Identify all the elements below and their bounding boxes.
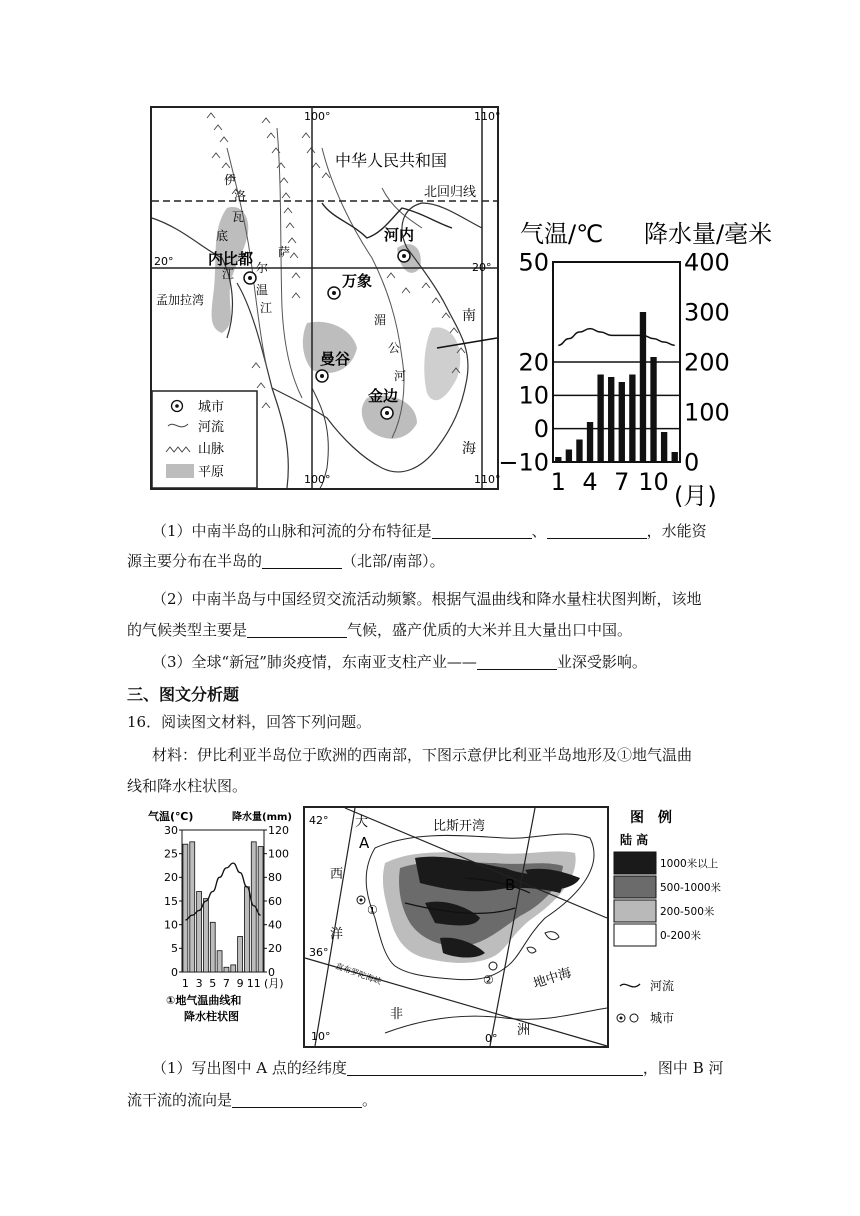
temp-tick-label: −10	[498, 448, 549, 477]
temp-tick-label: 0	[533, 415, 549, 444]
precip-tick-label: 100	[684, 398, 730, 427]
question-1-line-1: （1）中南半岛的山脉和河流的分布特征是 、 ，水能资	[152, 522, 707, 540]
precip-tick-label: 300	[684, 298, 730, 327]
precip-bar	[566, 450, 572, 463]
month-tick-label: 7	[222, 977, 230, 990]
precip-bar	[587, 422, 593, 462]
precip-bar	[224, 967, 229, 972]
precip-tick-label: 0	[684, 448, 700, 477]
precip-bar	[629, 375, 635, 463]
temp-tick-label: 20	[164, 871, 178, 885]
iberia-legend	[606, 806, 726, 1044]
label-fei: 非	[390, 1007, 404, 1022]
legend-city-label: 城市	[198, 400, 225, 415]
river-label: 尔	[256, 261, 269, 275]
lon-0: 0°	[485, 1032, 498, 1045]
label-mediterranean: 地中海	[531, 965, 574, 992]
temp-tick-label: 15	[164, 894, 178, 908]
river-label: 萨	[278, 245, 291, 259]
chart2-precip-axis-label: 降水量(mm)	[232, 812, 292, 823]
month-unit-label: (月)	[264, 977, 284, 990]
point-2: ②	[483, 973, 494, 987]
precip-bar	[217, 951, 222, 972]
city-bangkok: 曼谷	[320, 350, 351, 368]
lon-label-110-bottom: 110°	[474, 473, 501, 486]
section-title: 三、图文分析题	[127, 685, 240, 704]
river-label: 洛	[234, 189, 247, 203]
precip-bar	[640, 312, 646, 462]
question-16-1-line-1: （1）写出图中 A 点的经纬度 ，图中 B 河	[152, 1059, 724, 1077]
temp-tick-label: 50	[518, 248, 549, 277]
temp-tick-label: 25	[164, 847, 178, 861]
precip-bar	[244, 887, 249, 972]
legend-city: 城市	[650, 1011, 675, 1025]
legend-item-label: 200-500米	[660, 906, 715, 918]
label-yang: 洋	[330, 927, 344, 942]
answer-blank[interactable]	[247, 621, 347, 638]
lat-42: 42°	[309, 814, 329, 827]
question-1-line-2: 源主要分布在半岛的 （北部/南部）。	[127, 552, 445, 570]
material-line-1: 材料：伊比利亚半岛位于欧洲的西南部，下图示意伊比利亚半岛地形及①地气温曲	[152, 746, 693, 764]
precip-bar	[661, 432, 667, 462]
precip-tick-label: 20	[268, 942, 282, 956]
lon-label-110-top: 110°	[474, 110, 501, 123]
answer-blank[interactable]	[262, 552, 342, 569]
question-2-line-1: （2）中南半岛与中国经贸交流活动频繁。根据气温曲线和降水量柱状图判断，该地	[152, 590, 702, 608]
lat-label-20-right: 20°	[472, 261, 492, 274]
lat-36: 36°	[309, 946, 329, 959]
river-label: 江	[222, 267, 235, 281]
chart2-caption-line-2: 降水柱状图	[184, 1010, 239, 1023]
answer-blank[interactable]	[547, 522, 647, 539]
temp-tick-label: 10	[518, 381, 549, 410]
precip-tick-label: 80	[268, 871, 282, 885]
precip-tick-label: 40	[268, 918, 282, 932]
month-tick-label: 11	[246, 977, 261, 990]
temp-tick-label: 5	[171, 942, 178, 956]
iberia-map	[303, 806, 609, 1048]
indochina-map	[150, 106, 499, 490]
precip-bar	[210, 922, 215, 972]
label-gibraltar: 直布罗陀海峡	[334, 961, 383, 987]
climate-chart-2	[146, 808, 296, 1028]
legend-title: 图 例	[630, 810, 672, 826]
map1-legend	[152, 391, 257, 488]
month-tick-label: 5	[209, 977, 217, 990]
river-label: 湄	[374, 313, 387, 327]
label-xi: 西	[330, 867, 344, 882]
legend-swatch	[614, 852, 656, 874]
precip-bar	[197, 892, 202, 972]
precip-bar	[183, 844, 188, 972]
chart1-precip-axis-label: 降水量/毫米	[644, 220, 773, 248]
answer-blank[interactable]	[432, 522, 532, 539]
month-unit-label: (月)	[674, 482, 717, 510]
precip-tick-label: 100	[268, 847, 289, 861]
legend-river-label: 河流	[198, 420, 225, 435]
precip-bar	[231, 965, 236, 972]
lon-label-100-bottom: 100°	[304, 473, 331, 486]
temp-tick-label: 20	[518, 348, 549, 377]
river-label: 公	[388, 341, 401, 355]
temperature-curve	[558, 329, 674, 346]
city-phnompenh: 金边	[368, 387, 399, 405]
lon-10: 10°	[311, 1030, 331, 1043]
temp-tick-label: 30	[164, 823, 178, 837]
precip-bar	[238, 937, 243, 973]
answer-blank[interactable]	[477, 653, 557, 670]
legend-plain-label: 平原	[198, 465, 225, 480]
country-label: 中华人民共和国	[335, 151, 448, 170]
question-16: 16．阅读图文材料，回答下列问题。	[127, 713, 372, 731]
precip-bar	[258, 847, 263, 972]
question-2-line-2: 的气候类型主要是 气候，盛产优质的大米并且大量出口中国。	[127, 621, 633, 639]
river-label: 温	[256, 283, 269, 297]
place-label-nan: 南	[462, 308, 476, 324]
precip-bar	[555, 457, 561, 462]
legend-subtitle: 陆 高	[620, 833, 649, 847]
precip-bar	[190, 842, 195, 972]
month-tick-label: 1	[550, 468, 566, 496]
chart2-temp-axis-label: 气温(℃)	[148, 810, 194, 823]
legend-item-label: 1000米以上	[660, 858, 719, 870]
lat-label-20-left: 20°	[154, 255, 174, 268]
label-da: 大	[355, 815, 369, 830]
river-label: 底	[216, 229, 229, 243]
precip-bar	[672, 452, 678, 462]
point-b: B	[505, 876, 516, 894]
precip-tick-label: 120	[268, 823, 289, 837]
precip-bar	[608, 377, 614, 462]
precip-bar	[619, 382, 625, 462]
lon-label-100-top: 100°	[304, 110, 331, 123]
answer-blank[interactable]	[347, 1059, 643, 1076]
city-vientiane: 万象	[342, 272, 373, 290]
precip-tick-label: 200	[684, 348, 730, 377]
river-label: 河	[394, 369, 407, 383]
legend-item-label: 500-1000米	[660, 882, 722, 894]
precip-tick-label: 0	[268, 965, 275, 979]
point-a: A	[359, 834, 370, 852]
point-1: ①	[367, 903, 378, 917]
month-tick-label: 7	[614, 468, 630, 496]
chart2-caption-line-1: ①地气温曲线和	[166, 994, 242, 1007]
month-tick-label: 9	[236, 977, 244, 990]
legend-swatch	[614, 924, 656, 946]
climate-chart-1	[498, 214, 810, 514]
chart1-temp-axis-label: 气温/℃	[520, 220, 604, 248]
legend-mountain-label: 山脉	[198, 442, 225, 457]
month-tick-label: 4	[582, 468, 598, 496]
month-tick-label: 10	[638, 468, 669, 496]
label-biscay: 比斯开湾	[433, 819, 486, 834]
legend-item-label: 0-200米	[660, 930, 702, 942]
river-label: 伊	[224, 173, 237, 187]
precip-bar	[650, 357, 656, 462]
material-line-2: 线和降水柱状图。	[127, 777, 248, 795]
legend-swatch	[614, 876, 656, 898]
river-label: 瓦	[232, 210, 245, 224]
tropic-label: 北回归线	[424, 185, 477, 200]
question-3: （3）全球“新冠”肺炎疫情，东南亚支柱产业—— 业深受影响。	[152, 653, 647, 671]
place-label-hai: 海	[462, 441, 476, 457]
month-tick-label: 1	[181, 977, 189, 990]
legend-swatch	[614, 900, 656, 922]
city-hanoi: 河内	[384, 226, 415, 244]
temp-tick-label: 10	[164, 918, 178, 932]
answer-blank[interactable]	[232, 1091, 362, 1108]
place-label-bengal: 孟加拉湾	[156, 293, 205, 307]
legend-river: 河流	[650, 979, 675, 993]
precip-bar	[597, 375, 603, 463]
city-naypyidaw: 内比都	[208, 250, 254, 268]
question-16-1-line-2: 流干流的流向是 。	[127, 1091, 378, 1109]
temp-tick-label: 0	[171, 965, 178, 979]
precip-bar	[576, 440, 582, 463]
river-label: 江	[260, 301, 273, 315]
precip-tick-label: 60	[268, 894, 282, 908]
precip-tick-label: 400	[684, 248, 730, 277]
precip-bar	[203, 899, 208, 972]
month-tick-label: 3	[195, 977, 203, 990]
label-zhou: 洲	[517, 1023, 531, 1038]
